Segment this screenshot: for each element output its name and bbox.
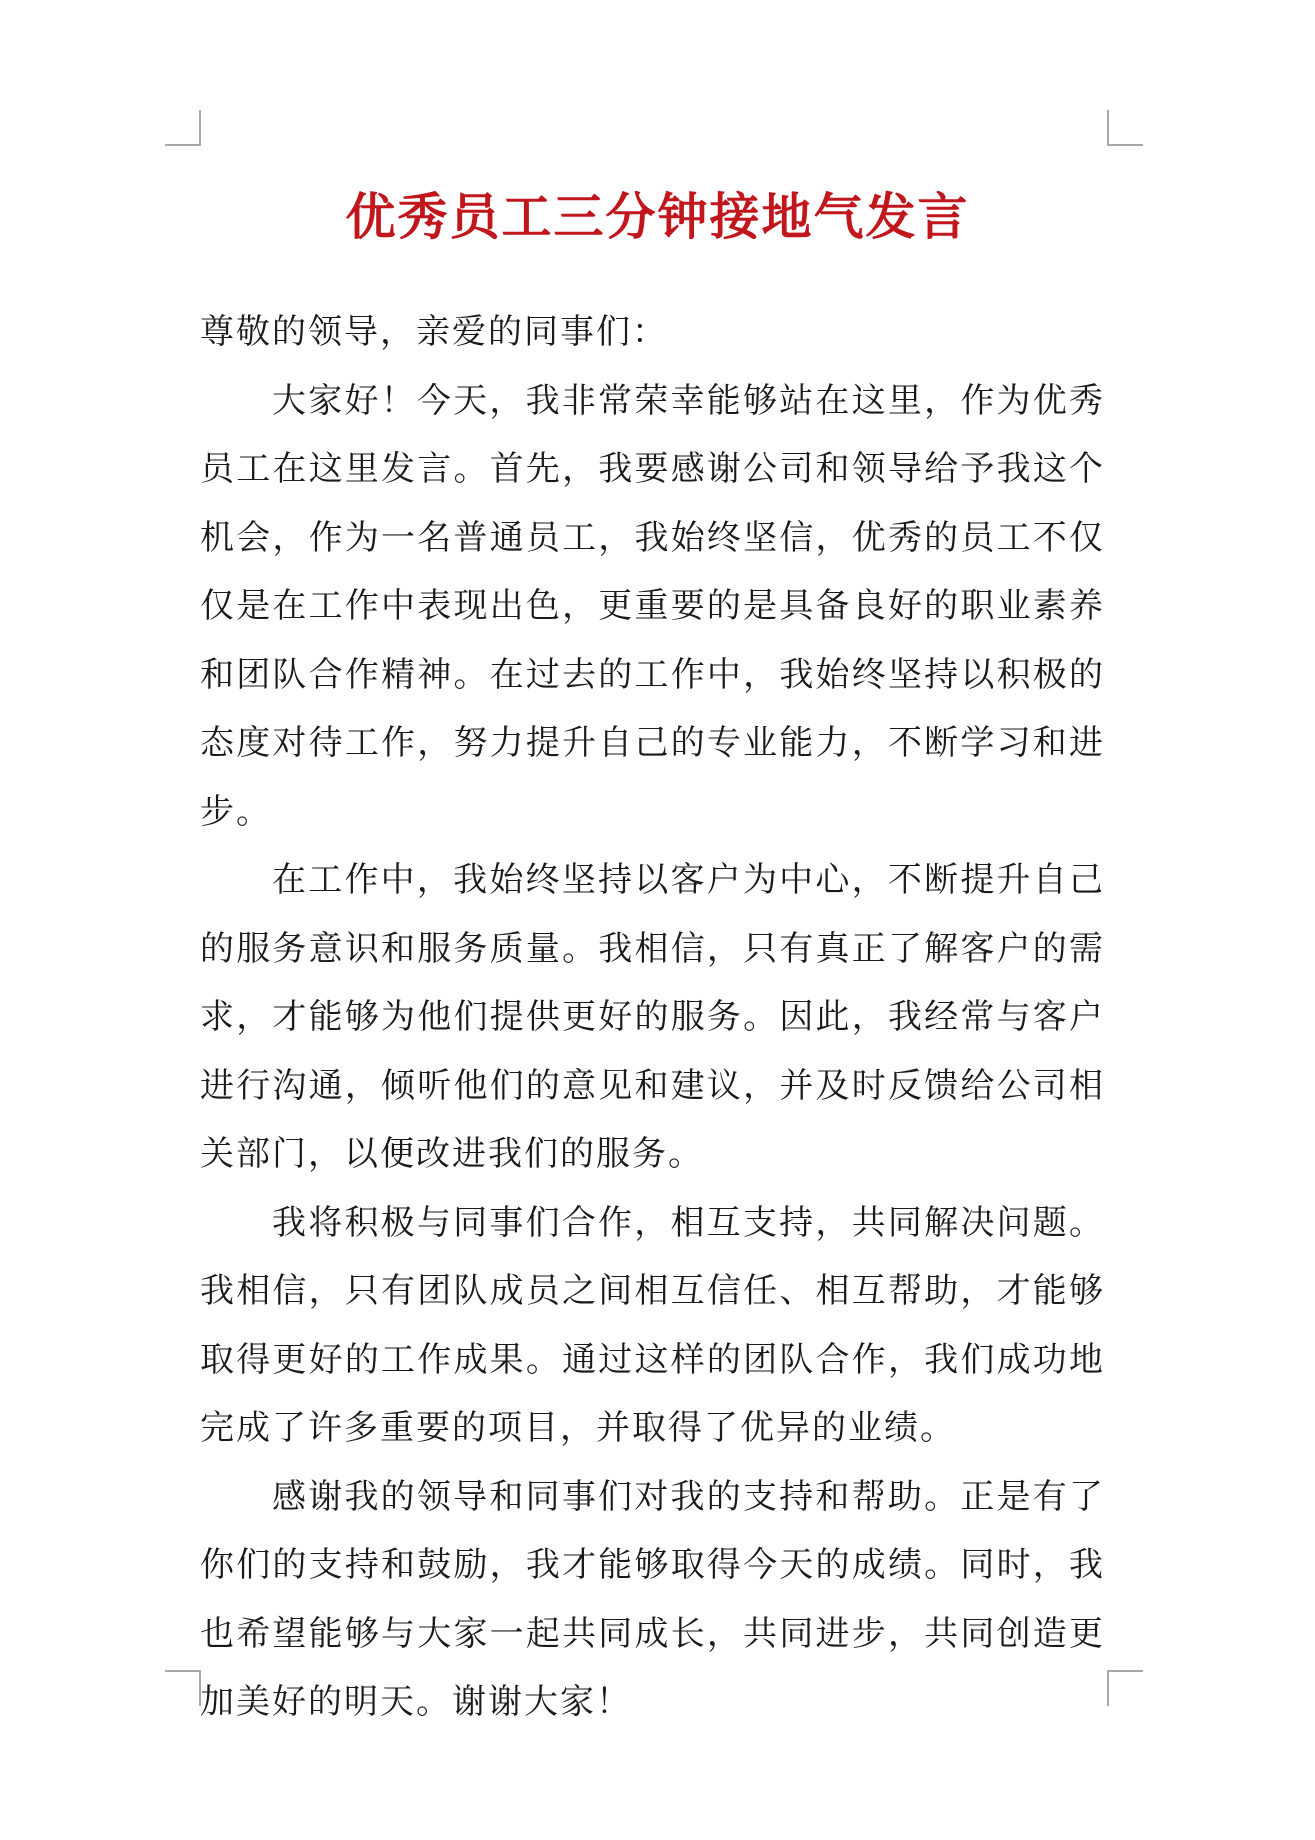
salutation: 尊敬的领导，亲爱的同事们： [200, 312, 668, 352]
paragraph-4: 感谢我的领导和同事们对我的支持和帮助。正是有了你们的支持和鼓励，我才能够取得今天的成绩。同时，我也希望能够与大家一起共同成长，共同进步，共同创造更加美好的明天。谢谢大家！ [200, 1476, 1105, 1722]
document-body [200, 298, 1105, 1737]
paragraph-1: 大家好！今天，我非常荣幸能够站在这里，作为优秀员工在这里发言。首先，我要感谢公司和领导给予我这个机会，作为一名普通员工，我始终坚信，优秀的员工不仅仅是在工作中表现出色，更重要的是具备良好的职业素养和团队合作精神。在过去的工作中，我始终坚持以积极的态度对待工作，努力提升自己的专业能力，不断学习和进步。 [200, 380, 1105, 832]
bottom-right-corner-mark [1107, 1670, 1143, 1706]
paragraph-2: 在工作中，我始终坚持以客户为中心，不断提升自己的服务意识和服务质量。我相信，只有真正了解客户的需求，才能够为他们提供更好的服务。因此，我经常与客户进行沟通，倾听他们的意见和建议，并及时反馈给公司相关部门，以便改进我们的服务。 [200, 860, 1105, 1174]
top-right-corner-mark [1107, 110, 1143, 146]
bottom-left-corner-mark [165, 1670, 201, 1706]
paragraph-3: 我将积极与同事们合作，相互支持，共同解决问题。我相信，只有团队成员之间相互信任、相互帮助，才能够取得更好的工作成果。通过这样的团队合作，我们成功地完成了许多重要的项目，并取得了优异的业绩。 [200, 1202, 1105, 1448]
document-title: 优秀员工三分钟接地气发言 [345, 188, 970, 246]
top-left-corner-mark [165, 110, 201, 146]
